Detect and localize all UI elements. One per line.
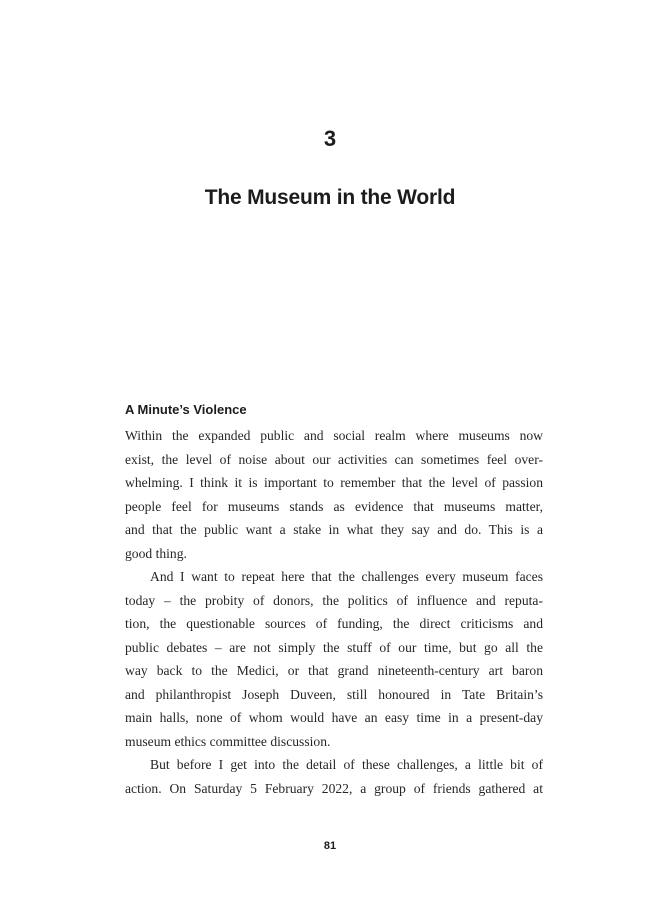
text-line: museum ethics committee discussion. <box>125 733 331 749</box>
text-line: tion, the questionable sources of funding, the direct criticisms and <box>125 616 543 631</box>
text-line: people feel for museums stands as evidence that museums matter, <box>125 498 543 514</box>
text-line: and philanthropist Joseph Duveen, still honoured in Tate Britain’s <box>125 686 543 702</box>
page-number: 81 <box>323 840 337 852</box>
chapter-number: 3 <box>323 126 337 151</box>
body-text <box>125 424 543 800</box>
text-line: and that the public want a stake in what they say and do. This is a <box>125 522 543 537</box>
text-line: But before I get into the detail of these challenges, a little bit of <box>150 757 543 772</box>
text-line: main halls, none of whom would have an easy time in a present-day <box>125 710 543 725</box>
text-line: way back to the Medici, or that grand nineteenth-century art baron <box>125 663 543 678</box>
text-line: good thing. <box>125 545 187 561</box>
text-line: whelming. I think it is important to remember that the level of passion <box>125 475 543 490</box>
section-heading: A Minute’s Violence <box>125 402 247 417</box>
text-line: exist, the level of noise about our activities can sometimes feel over- <box>125 451 543 467</box>
text-line: today – the probity of donors, the politics of influence and reputa- <box>125 592 543 608</box>
text-line: And I want to repeat here that the challenges every museum faces <box>150 569 543 584</box>
text-line: action. On Saturday 5 February 2022, a group of friends gathered at <box>125 780 543 796</box>
text-line: public debates – are not simply the stuff of our time, but go all the <box>125 639 543 655</box>
chapter-title: The Museum in the World <box>204 186 456 209</box>
text-line: Within the expanded public and social realm where museums now <box>125 428 543 443</box>
